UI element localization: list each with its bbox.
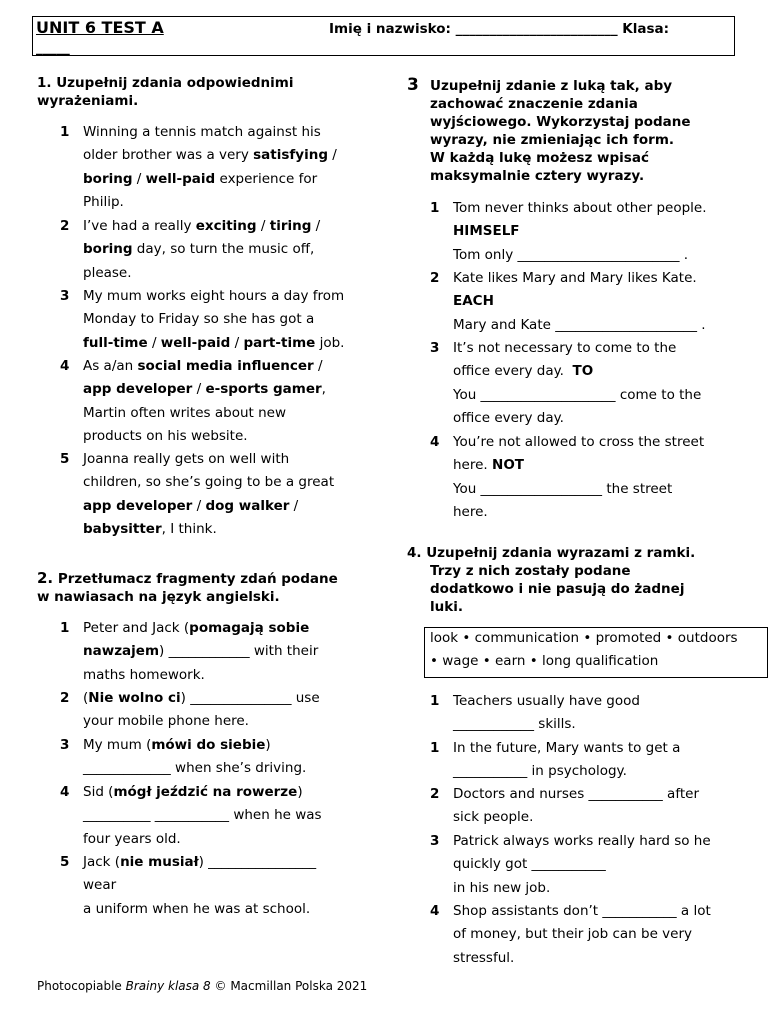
s4-item-4: Patrick always works really hard so he quickly got ___________ in his new job. — [453, 833, 711, 896]
s4-item-4-number: 3 — [430, 833, 440, 849]
s1-item-5: Joanna really gets on well with children, so she’s going to be a great app developer / dog walker / babysitter, I think. — [83, 451, 335, 537]
s1-item-4: As a/an social media influencer / app developer / e-sports gamer, Martin often writes about new products on his website. — [83, 358, 326, 444]
unit-title: UNIT 6 TEST A — [36, 18, 164, 37]
s2-item-2: (Nie wolno ci) _______________ use your mobile phone here. — [83, 690, 320, 730]
s4-item-5-number: 4 — [430, 903, 440, 919]
s3-item-2: Kate likes Mary and Mary likes Kate. EACH Mary and Kate _____________________ . — [453, 270, 706, 333]
section-3-number: 3 — [407, 75, 419, 95]
s1-item-2: I’ve had a really exciting / tiring / boring day, so turn the music off, please. — [83, 218, 321, 281]
footer: Photocopiable Brainy klasa 8 © Macmillan Polska 2021 — [37, 979, 368, 993]
s1-item-5-number: 5 — [60, 451, 70, 467]
s3-item-4: You’re not allowed to cross the street here. NOT You __________________ the street here. — [453, 434, 705, 520]
s3-item-1-number: 1 — [430, 200, 440, 216]
s4-item-3-number: 2 — [430, 786, 440, 802]
s1-item-1: Winning a tennis match against his older brother was a very satisfying / boring / well-paid experience for Philip. — [83, 124, 337, 210]
s1-item-3-number: 3 — [60, 288, 70, 304]
s2-item-3-number: 3 — [60, 737, 70, 753]
s1-item-3: My mum works eight hours a day from Monday to Friday so she has got a full-time / well-paid / part-time job. — [83, 288, 345, 351]
s4-item-1: Teachers usually have good ____________ skills. — [453, 693, 640, 733]
s2-item-4: Sid (mógł jeździć na rowerze) __________ ___________ when he was four years old. — [83, 784, 322, 847]
s4-item-2-number: 1 — [430, 740, 440, 756]
section-4-title: 4. Uzupełnij zdania wyrazami z ramki. Trzy z nich zostały podane dodatkowo i nie pasują do żadnej luki. — [407, 545, 696, 615]
s3-item-3-number: 3 — [430, 340, 440, 356]
s1-item-4-number: 4 — [60, 358, 70, 374]
s2-item-2-number: 2 — [60, 690, 70, 706]
s2-item-5-number: 5 — [60, 854, 70, 870]
section-1-title: 1. Uzupełnij zdania odpowiednimi wyrażeniami. — [37, 75, 294, 109]
s4-item-1-number: 1 — [430, 693, 440, 709]
word-box-text: look • communication • promoted • outdoors • wage • earn • long qualification — [430, 630, 738, 670]
class-blank: _____ — [36, 40, 70, 56]
s2-item-5: Jack (nie musiał) ________________ wear a uniform when he was at school. — [83, 854, 317, 917]
s1-item-2-number: 2 — [60, 218, 70, 234]
section-2-title: 2. Przetłumacz fragmenty zdań podane w nawiasach na język angielski. — [37, 569, 338, 605]
s3-item-4-number: 4 — [430, 434, 440, 450]
s1-item-1-number: 1 — [60, 124, 70, 140]
s4-item-5: Shop assistants don’t ___________ a lot of money, but their job can be very stressful. — [453, 903, 711, 966]
s2-item-4-number: 4 — [60, 784, 70, 800]
s3-item-1: Tom never thinks about other people. HIMSELF Tom only ________________________ . — [453, 200, 707, 263]
s3-item-3: It’s not necessary to come to the office every day. TO You ____________________ come to the office every day. — [453, 340, 702, 426]
section-3-title: Uzupełnij zdanie z luką tak, aby zachować znaczenie zdania wyjściowego. Wykorzystaj podane wyrazy, nie zmieniając ich form. W każdą lukę możesz wpisać maksymalnie cztery wyrazy. — [430, 78, 691, 184]
s2-item-1: Peter and Jack (pomagają sobie nawzajem) ____________ with their maths homework. — [83, 620, 319, 683]
s4-item-2: In the future, Mary wants to get a ___________ in psychology. — [453, 740, 681, 780]
name-class-line: Imię i nazwisko: ________________________ Klasa: — [329, 21, 670, 37]
s3-item-2-number: 2 — [430, 270, 440, 286]
s4-item-3: Doctors and nurses ___________ after sick people. — [453, 786, 699, 826]
s2-item-1-number: 1 — [60, 620, 70, 636]
s2-item-3: My mum (mówi do siebie) _____________ when she’s driving. — [83, 737, 307, 777]
